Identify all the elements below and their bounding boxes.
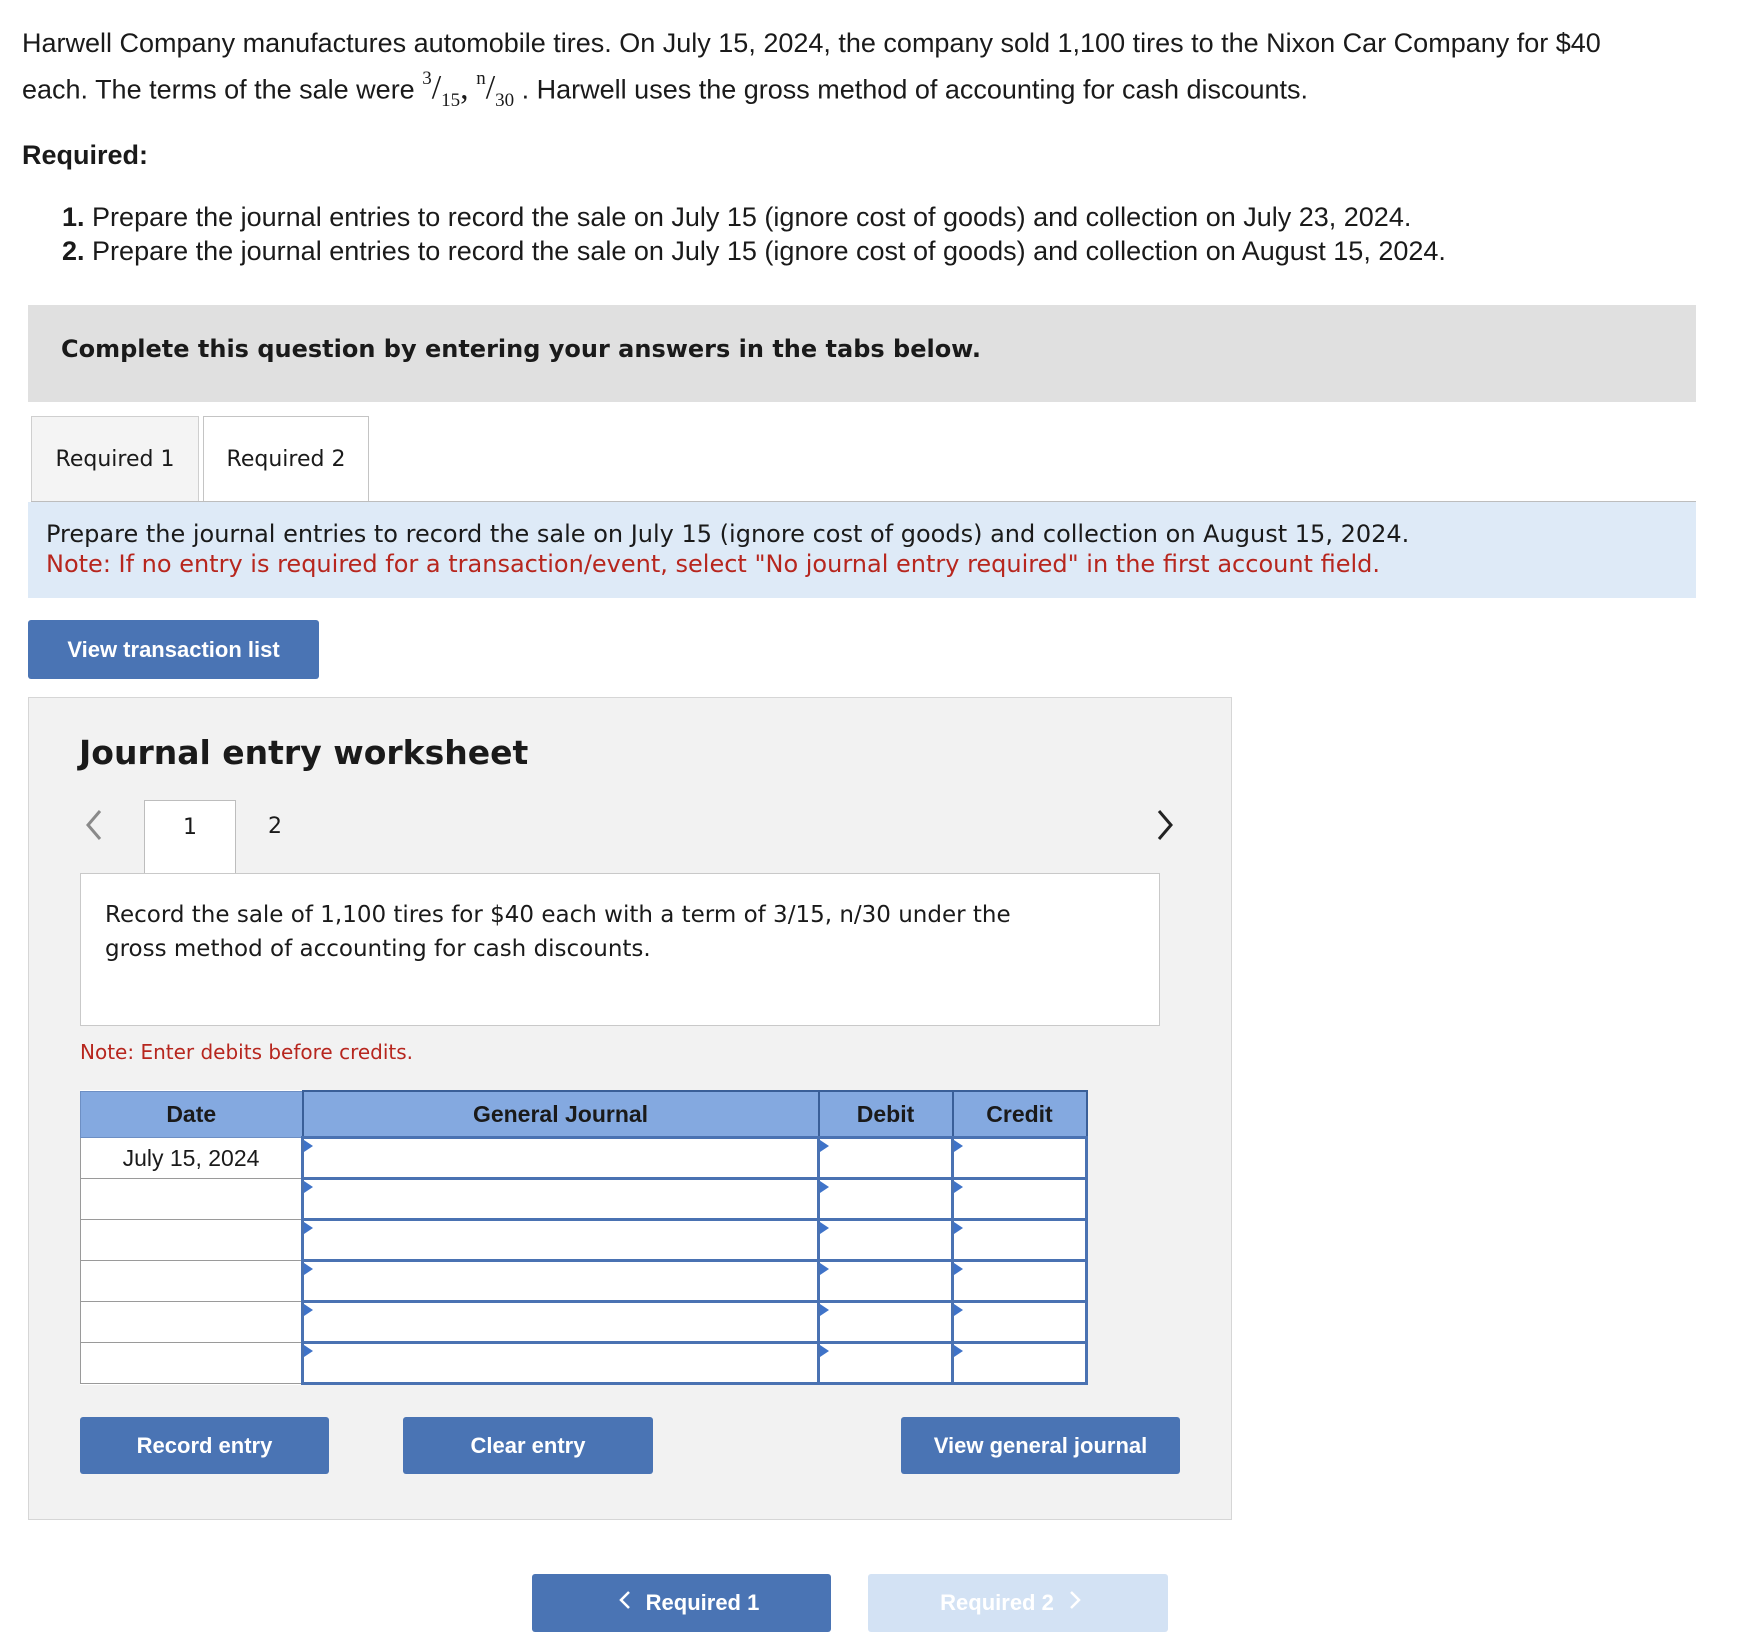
view-general-journal-button[interactable]: View general journal [901,1417,1180,1474]
debit-field[interactable] [819,1302,953,1343]
table-row [81,1261,1087,1302]
table-row [81,1179,1087,1220]
entry-description-box [80,873,1160,1026]
date-cell [81,1220,303,1261]
table-row [81,1343,1087,1384]
col-debit: Debit [819,1091,953,1138]
debit-field[interactable] [819,1220,953,1261]
problem-line-2: each. The terms of the sale were $^3/_{15}$, $^n/_{30}$ . Harwell uses the gross method of accounting for cash discounts. [22,68,1309,112]
tab-required-2[interactable]: Required 2 [203,416,369,502]
col-credit: Credit [953,1091,1087,1138]
account-field[interactable] [303,1261,819,1302]
record-entry-button[interactable]: Record entry [80,1417,329,1474]
tab-required-1[interactable]: Required 1 [31,416,199,501]
table-row [81,1138,1087,1179]
terms-fraction-1: $^3/_{15}$ [422,68,461,112]
table-row [81,1302,1087,1343]
debits-note: Note: Enter debits before credits. [80,1040,414,1064]
account-field[interactable] [303,1138,819,1179]
credit-field[interactable] [953,1261,1087,1302]
col-date: Date [81,1091,303,1138]
required-heading: Required: [22,140,149,170]
required-item-1: 1. Prepare the journal entries to record the sale on July 15 (ignore cost of goods) and collection on July 23, 2024. [62,202,1412,232]
prev-required-1-button[interactable] [532,1574,831,1632]
instructions-banner [28,305,1696,402]
chevron-left-icon[interactable] [82,805,106,845]
debit-field[interactable] [819,1138,953,1179]
credit-field[interactable] [953,1179,1087,1220]
date-cell: July 15, 2024 [81,1138,303,1179]
tab-prompt [28,502,1696,598]
table-row [81,1220,1087,1261]
journal-header-row [81,1091,1087,1138]
journal-table [80,1090,1088,1385]
view-transaction-list-button[interactable]: View transaction list [28,620,319,679]
account-field[interactable] [303,1302,819,1343]
account-field[interactable] [303,1343,819,1384]
problem-line-1: Harwell Company manufactures automobile tires. On July 15, 2024, the company sold 1,100 tires to the Nixon Car Company for $40 [22,28,1601,58]
prompt-note: Note: If no entry is required for a transaction/event, select "No journal entry required" in the first account field. [46,550,1381,578]
required-item-2: 2. Prepare the journal entries to record the sale on July 15 (ignore cost of goods) and collection on August 15, 2024. [62,236,1446,266]
col-general-journal: General Journal [303,1091,819,1138]
entry-tab-1[interactable]: 1 [144,800,236,874]
chevron-right-icon[interactable] [1153,805,1177,845]
banner-text: Complete this question by entering your answers in the tabs below. [61,335,981,363]
debit-field[interactable] [819,1343,953,1384]
credit-field[interactable] [953,1343,1087,1384]
entry-tab-2[interactable]: 2 [268,814,282,839]
clear-entry-button[interactable]: Clear entry [403,1417,653,1474]
required-list [62,200,1446,268]
worksheet-title: Journal entry worksheet [79,733,529,772]
problem-text [22,24,1722,120]
credit-field[interactable] [953,1138,1087,1179]
debit-field[interactable] [819,1261,953,1302]
credit-field[interactable] [953,1302,1087,1343]
terms-fraction-2: $^n/_{30}$ [476,68,515,112]
chevron-left-icon [618,1589,632,1618]
next-required-2-button[interactable] [868,1574,1168,1632]
credit-field[interactable] [953,1220,1087,1261]
prompt-instruction: Prepare the journal entries to record the sale on July 15 (ignore cost of goods) and collection on August 15, 2024. [46,520,1410,548]
account-field[interactable] [303,1179,819,1220]
date-cell [81,1343,303,1384]
entry-description: Record the sale of 1,100 tires for $40 each with a term of 3/15, n/30 under the gross method of accounting for cash discounts. [105,902,1011,962]
chevron-right-icon [1068,1589,1082,1618]
date-cell [81,1179,303,1220]
account-field[interactable] [303,1220,819,1261]
debit-field[interactable] [819,1179,953,1220]
date-cell [81,1302,303,1343]
next-button-label: Required 2 [940,1590,1054,1615]
prev-button-label: Required 1 [645,1590,760,1615]
date-cell [81,1261,303,1302]
